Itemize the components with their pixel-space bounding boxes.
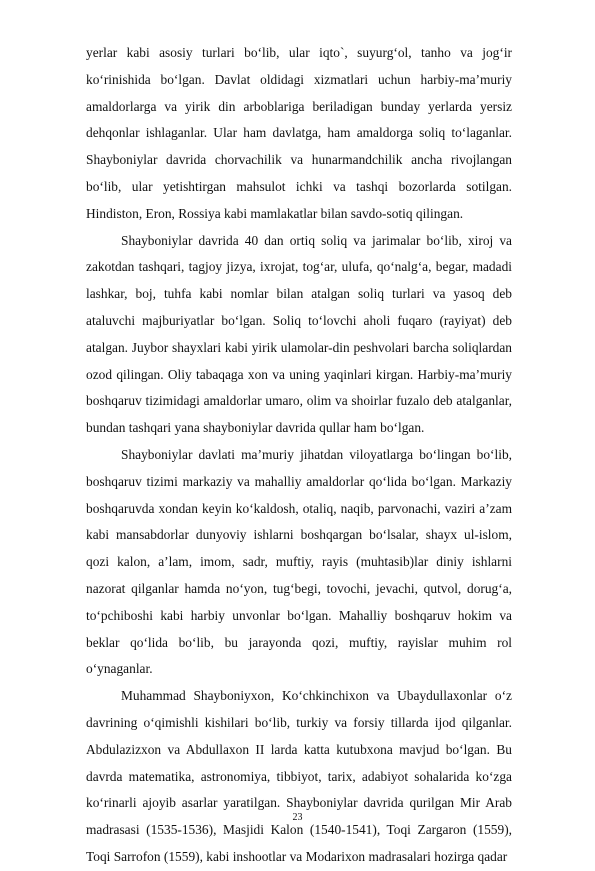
paragraph-continued: yerlar kabi asosiy turlari bo‘lib, ular iqto`, suyurg‘ol, tanho va jog‘ir ko‘rinishida bo‘lgan. Davlat oldidagi xizmatlari uchun harbiy-ma’muriy amaldorlarga va yirik din arboblariga beriladigan bunday yerlarda yersiz dehqonlar ishlaganlar. Ular ham davlatga, ham amaldorga soliq to‘laganlar. Shayboniylar davrida chorvachilik va hunarmandchilik ancha rivojlangan bo‘lib, ular yetishtirgan mahsulot ichki va tashqi bozorlarda sotilgan. Hindiston, Eron, Rossiya kabi mamlakatlar bilan savdo-sotiq qilingan. <box>86 45 512 221</box>
page-number: 23 <box>292 812 303 823</box>
document-page <box>86 40 512 871</box>
paragraph-taxes: Shayboniylar davrida 40 dan ortiq soliq va jarimalar bo‘lib, xiroj va zakotdan tashqari, tagjoy jizya, ixrojat, tog‘ar, ulufa, qo‘nalg‘a, begar, madadi lashkar, boj, tuhfa kabi nomlar bilan atalgan soliq turlari va yasoq deb ataluvchi majburiyatlar bo‘lgan. Soliq to‘lovchi aholi fuqaro (rayiyat) deb atalgan. Juybor shayxlari kabi yirik ulamolar-din peshvolari barcha soliqlardan ozod qilingan. Oliy tabaqaga xon va uning yaqinlari kirgan. Harbiy-ma’muriy boshqaruv tizimidagi amaldorlar umaro, olim va shoirlar fuzalo deb atalganlar, bundan tashqari yana shayboniylar davrida qullar ham bo‘lgan. <box>86 232 512 436</box>
paragraph-administration: Shayboniylar davlati ma’muriy jihatdan viloyatlarga bo‘lingan bo‘lib, boshqaruv tizimi markaziy va mahalliy amaldorlar qo‘lida bo‘lgan. Markaziy boshqaruvda xondan keyin ko‘kaldosh, otaliq, naqib, parvonachi, vaziri a’zam kabi mansabdorlar dunyoviy ishlarni boshqargan bo‘lsalar, shayx ul-islom, qozi kalon, a’lam, imom, sadr, muftiy, rayis (muhtasib)lar diniy ishlarni nazorat qilganlar hamda no‘yon, tug‘begi, tovochi, jevachi, qutvol, dorug‘a, to‘pchiboshi kabi harbiy unvonlar bo‘lgan. Mahalliy boshqaruv hokim va beklar qo‘lida bo‘lib, bu jarayonda qozi, muftiy, rayislar muhim rol o‘ynaganlar. <box>86 446 512 677</box>
paragraph-culture: Muhammad Shayboniyxon, Ko‘chkinchixon va Ubaydullaxonlar o‘z davrining o‘qimishli kishilari bo‘lib, turkiy va forsiy tillarda ijod qilganlar. Abdulazizxon va Abdullaxon II larda katta kutubxona mavjud bo‘lgan. Bu davrda matematika, astronomiya, tibbiyot, tarix, adabiyot sohalarida ko‘zga ko‘rinarli ajoyib asarlar yaratilgan. Shayboniylar davrida qurilgan Mir Arab madrasasi (1535-1536), Masjidi Kalon (1540-1541), Toqi Zargaron (1559), Toqi Sarrofon (1559), kabi inshootlar va Modarixon madrasalari hozirga qadar <box>86 688 512 864</box>
